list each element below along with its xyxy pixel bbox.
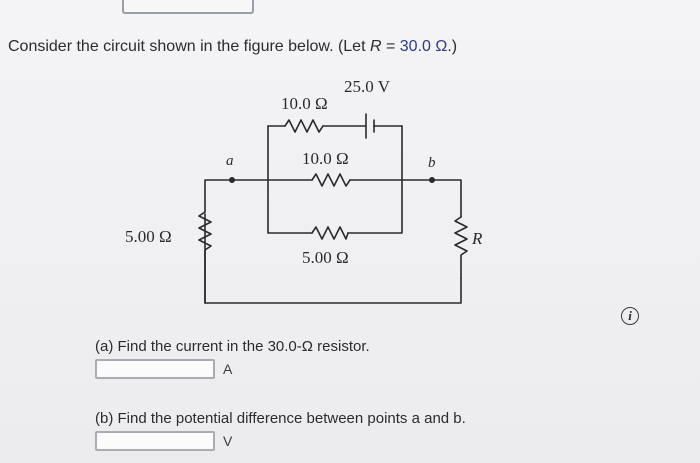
wire-left-top bbox=[205, 180, 268, 212]
top-resistor-label: 10.0 Ω bbox=[281, 94, 328, 113]
left-resistor-label: 5.00 Ω bbox=[125, 227, 172, 246]
resistor-middle bbox=[312, 174, 350, 186]
part-b-answer-row bbox=[95, 431, 232, 451]
info-icon[interactable]: i bbox=[621, 307, 639, 325]
part-a-answer-input[interactable] bbox=[95, 359, 215, 379]
resistor-lower bbox=[312, 227, 348, 239]
resistor-left bbox=[199, 212, 211, 303]
point-a-label: a bbox=[226, 153, 234, 169]
battery-label: 25.0 V bbox=[344, 77, 390, 96]
part-b-question: (b) Find the potential difference between points a and b. bbox=[95, 410, 466, 427]
node-a bbox=[229, 177, 235, 183]
resistor-top bbox=[285, 120, 323, 132]
right-resistor-label: R bbox=[472, 229, 483, 248]
question-suffix: .) bbox=[447, 38, 458, 55]
question-prefix: Consider the circuit shown in the figure below. (Let bbox=[8, 38, 370, 55]
node-b bbox=[429, 177, 435, 183]
question-variable: R bbox=[369, 38, 382, 55]
question-value: 30.0 Ω bbox=[399, 38, 448, 55]
part-a-answer-row bbox=[95, 359, 232, 379]
wire-right-top bbox=[402, 180, 461, 217]
question-equals: = bbox=[381, 38, 400, 55]
resistor-right bbox=[455, 217, 467, 278]
part-b-unit: V bbox=[223, 433, 233, 449]
part-a-unit: A bbox=[223, 361, 233, 377]
part-a-question: (a) Find the current in the 30.0-Ω resistor. bbox=[95, 338, 370, 355]
point-b-label: b bbox=[428, 155, 436, 171]
part-b-answer-input[interactable] bbox=[95, 431, 215, 451]
middle-resistor-label: 10.0 Ω bbox=[302, 149, 349, 168]
lower-resistor-label: 5.00 Ω bbox=[302, 248, 349, 267]
